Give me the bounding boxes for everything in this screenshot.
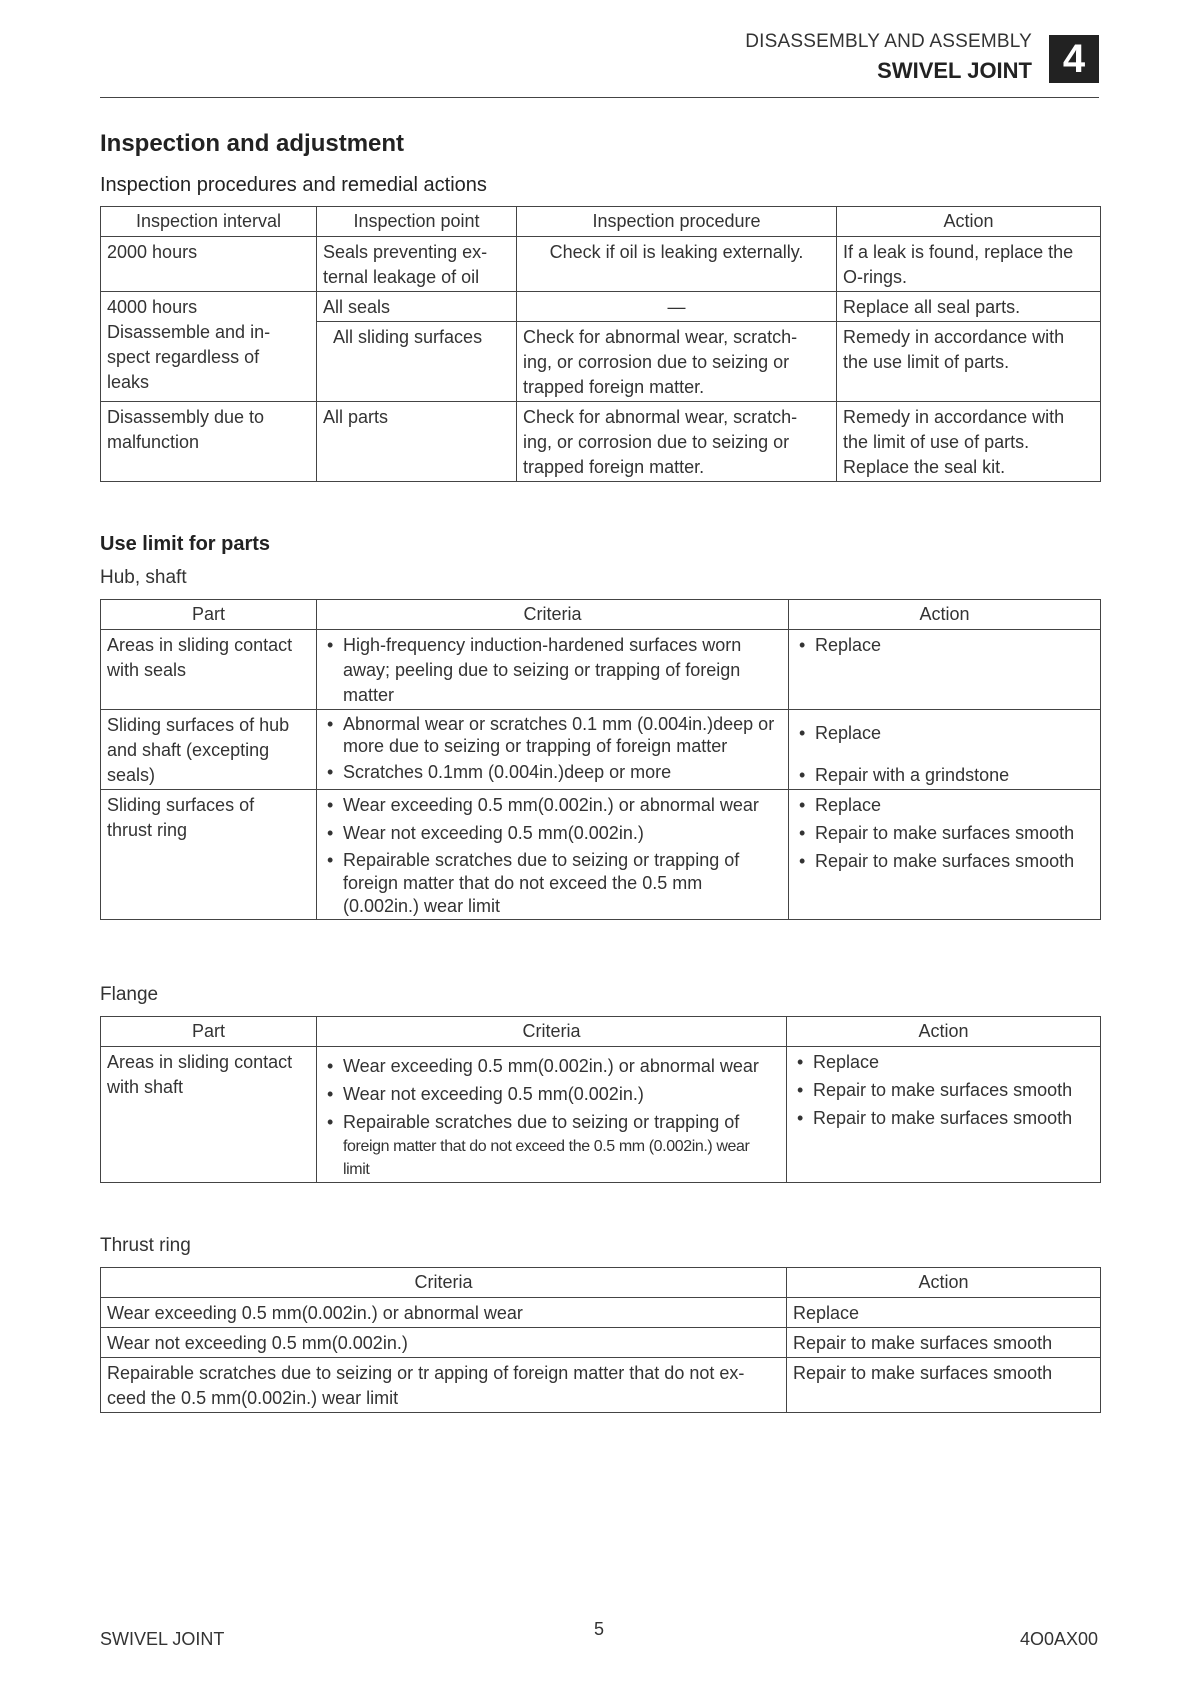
table-cell: Wear not exceeding 0.5 mm(0.002in.) [101, 1328, 787, 1358]
table-row [101, 1328, 1101, 1358]
table-cell [789, 630, 1101, 710]
column-header: Criteria [101, 1268, 787, 1298]
action-item: • Replace [795, 633, 1094, 658]
table-row [101, 790, 1101, 920]
table-cell [317, 1047, 787, 1183]
inspection-table [100, 206, 1101, 482]
action-item: • Replace [795, 721, 1094, 746]
table-row [101, 292, 1101, 322]
table-row [101, 402, 1101, 482]
caption-flange: Flange [100, 984, 159, 1005]
table-cell [789, 790, 1101, 920]
table-cell: Areas in sliding contact with shaft [101, 1047, 317, 1183]
criteria-item: • Wear exceeding 0.5 mm(0.002in.) or abnormal wear [323, 1054, 780, 1079]
table-cell [789, 710, 1101, 790]
subheading-use-limit: Use limit for parts [100, 533, 271, 555]
table-cell: Sliding surfaces of thrust ring [101, 790, 317, 920]
action-item: • Repair to make surfaces smooth [793, 1106, 1094, 1131]
table-cell: Areas in sliding contact with seals [101, 630, 317, 710]
table-cell: 4000 hours Disassemble and in- spect regardless of leaks [101, 292, 317, 402]
table-row [101, 237, 1101, 292]
action-item: • Replace [793, 1050, 1094, 1075]
criteria-item: • Wear exceeding 0.5 mm(0.002in.) or abnormal wear [323, 793, 782, 818]
caption-hub-shaft: Hub, shaft [100, 567, 187, 588]
action-item: • Repair to make surfaces smooth [795, 821, 1094, 846]
footer-document-title: SWIVEL JOINT [100, 1629, 225, 1649]
table-cell [317, 710, 789, 790]
column-header: Inspection procedure [517, 207, 837, 237]
table-cell: Disassembly due to malfunction [101, 402, 317, 482]
criteria-continuation: foreign matter that do not exceed the 0.5 mm (0.002in.) wear limit [343, 1138, 750, 1178]
action-item: • Repair to make surfaces smooth [793, 1078, 1094, 1103]
subheading-inspection-procedures: Inspection procedures and remedial actions [100, 174, 487, 196]
table-cell: Repairable scratches due to seizing or tr apping of foreign matter that do not ex- ceed the 0.5 mm(0.002in.) wear limit [101, 1358, 787, 1413]
column-header: Criteria [317, 1017, 787, 1047]
table-header-row [101, 207, 1101, 237]
table-cell: 2000 hours [101, 237, 317, 292]
table-cell: Check if oil is leaking externally. [517, 237, 837, 292]
column-header: Inspection point [317, 207, 517, 237]
table-cell [317, 790, 789, 920]
action-item: • Replace [795, 793, 1094, 818]
table-cell: All sliding surfaces [317, 322, 517, 402]
criteria-item: • Wear not exceeding 0.5 mm(0.002in.) [323, 1082, 780, 1107]
column-header: Part [101, 600, 317, 630]
table-cell: Remedy in accordance with the use limit of parts. [837, 322, 1101, 402]
table-cell: Seals preventing ex- ternal leakage of oil [317, 237, 517, 292]
column-header: Action [787, 1017, 1101, 1047]
criteria-item: • Abnormal wear or scratches 0.1 mm (0.004in.)deep or more due to seizing or trapping of foreign matter [323, 713, 782, 757]
table-cell [787, 1047, 1101, 1183]
criteria-item: • Repairable scratches due to seizing or trapping of foreign matter that do not exceed the 0.5 mm (0.002in.) wear limit [323, 849, 782, 918]
table-cell: Remedy in accordance with the limit of use of parts. Replace the seal kit. [837, 402, 1101, 482]
criteria-item: • Wear not exceeding 0.5 mm(0.002in.) [323, 821, 782, 846]
table-header-row [101, 1017, 1101, 1047]
table-header-row [101, 1268, 1101, 1298]
column-header: Action [789, 600, 1101, 630]
table-row [101, 630, 1101, 710]
header-section-title: DISASSEMBLY AND ASSEMBLY [745, 31, 1032, 52]
table-cell: Repair to make surfaces smooth [787, 1328, 1101, 1358]
table-cell: All parts [317, 402, 517, 482]
column-header: Inspection interval [101, 207, 317, 237]
table-cell: Check for abnormal wear, scratch- ing, or corrosion due to seizing or trapped foreign matter. [517, 402, 837, 482]
table-cell: If a leak is found, replace the O-rings. [837, 237, 1101, 292]
thrust-ring-table [100, 1267, 1101, 1413]
flange-table [100, 1016, 1101, 1183]
chapter-number-badge: 4 [1049, 35, 1099, 83]
table-cell [317, 630, 789, 710]
table-cell: Replace all seal parts. [837, 292, 1101, 322]
table-row [101, 1047, 1101, 1183]
table-row [101, 1358, 1101, 1413]
table-row [101, 710, 1101, 790]
criteria-item: • High-frequency induction-hardened surfaces worn away; peeling due to seizing or trapping of foreign matter [323, 633, 782, 708]
table-cell: Wear exceeding 0.5 mm(0.002in.) or abnormal wear [101, 1298, 787, 1328]
column-header: Criteria [317, 600, 789, 630]
column-header: Action [837, 207, 1101, 237]
section-heading-inspection: Inspection and adjustment [100, 130, 405, 157]
criteria-item: • Scratches 0.1mm (0.004in.)deep or more [323, 760, 782, 785]
footer-document-code: 4O0AX00 [1019, 1629, 1098, 1649]
table-cell: Sliding surfaces of hub and shaft (excepting seals) [101, 710, 317, 790]
column-header: Action [787, 1268, 1101, 1298]
table-header-row [101, 600, 1101, 630]
criteria-item: • Repairable scratches due to seizing or trapping of [323, 1110, 780, 1135]
hub-shaft-table [100, 599, 1101, 920]
column-header: Part [101, 1017, 317, 1047]
header-page-title: SWIVEL JOINT [877, 58, 1032, 83]
header-divider [100, 97, 1099, 98]
table-cell: — [517, 292, 837, 322]
table-cell: Repair to make surfaces smooth [787, 1358, 1101, 1413]
table-cell: Check for abnormal wear, scratch- ing, or corrosion due to seizing or trapped foreign matter. [517, 322, 837, 402]
table-row [101, 1298, 1101, 1328]
action-item: • Repair with a grindstone [795, 763, 1094, 788]
table-cell: Replace [787, 1298, 1101, 1328]
table-cell: All seals [317, 292, 517, 322]
page-number: 5 [594, 1619, 605, 1639]
action-item: • Repair to make surfaces smooth [795, 849, 1094, 874]
caption-thrust-ring: Thrust ring [100, 1235, 191, 1256]
